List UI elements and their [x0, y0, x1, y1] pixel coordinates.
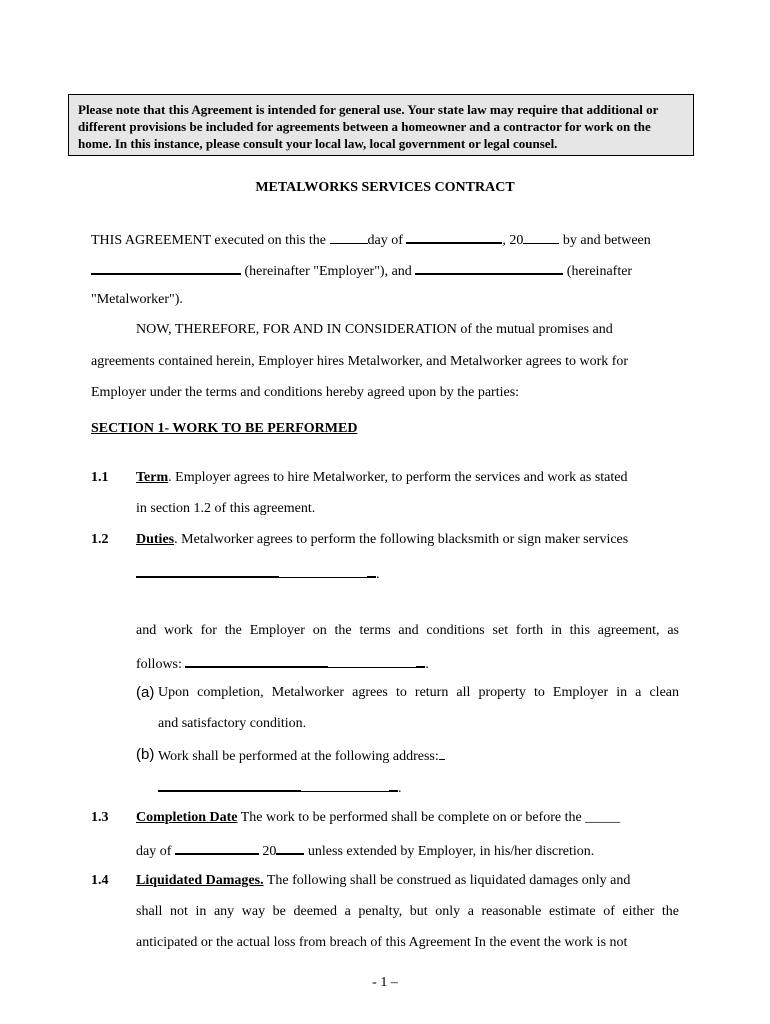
clause-number: 1.4	[91, 873, 109, 888]
clause-1-2-follows: follows: .	[136, 653, 429, 674]
follows-blank-end[interactable]	[416, 653, 425, 668]
address-blank-start[interactable]	[439, 746, 445, 760]
clause-1-2-line-1	[136, 531, 628, 549]
item-b-line-1	[158, 746, 445, 766]
clause-1-3-line-2	[136, 840, 594, 861]
intro-text: day of	[367, 233, 407, 248]
item-a-line-1: Upon completion, Metalworker agrees to return all property to Employer in a clean	[158, 685, 679, 700]
completion-year-blank[interactable]	[276, 840, 304, 855]
clause-1-4-line-3: anticipated or the actual loss from breach of this Agreement In the event the work is not	[136, 935, 628, 950]
intro-line-5: agreements contained herein, Employer hires Metalworker, and Metalworker agrees to work for	[91, 354, 629, 369]
clause-text: follows:	[136, 657, 186, 672]
clause-number: 1.3	[91, 810, 109, 825]
intro-line-2	[91, 260, 632, 281]
clause-text: unless extended by Employer, in his/her discretion.	[304, 844, 595, 859]
employer-name-blank[interactable]	[91, 260, 241, 275]
services-blank-end[interactable]	[367, 563, 376, 578]
intro-text: (hereinafter	[563, 264, 633, 279]
intro-line-3: "Metalworker").	[91, 292, 183, 307]
clause-1-4-line-2: shall not in any way be deemed a penalty, but only a reasonable estimate of either the	[136, 904, 679, 919]
document-title: METALWORKS SERVICES CONTRACT	[255, 180, 515, 195]
clause-number: 1.1	[91, 470, 109, 485]
month-blank[interactable]	[406, 229, 502, 244]
intro-line-6: Employer under the terms and conditions hereby agreed upon by the parties:	[91, 385, 520, 400]
intro-text: (hereinafter "Employer"), and	[241, 264, 416, 279]
notice-text: Please note that this Agreement is intended for general use. Your state law may require that additional or different provisions be included for agreements between a homeowner and a contractor for work on the home. In this instance, please consult your local law, local government or legal counsel.	[78, 102, 659, 151]
services-blank-line: .	[136, 563, 380, 584]
clause-text: The work to be performed shall be complete on or before the _____	[237, 810, 621, 825]
clause-1-4-line-1	[136, 872, 630, 890]
page-number: - 1 –	[372, 975, 398, 990]
clause-1-1-line-1	[136, 469, 628, 487]
year-blank[interactable]	[523, 230, 559, 244]
item-a-line-2: and satisfactory condition.	[158, 716, 307, 731]
intro-text: THIS AGREEMENT executed on this the	[91, 233, 330, 248]
clause-text: day of	[136, 844, 175, 859]
clause-1-3-line-1	[136, 809, 620, 827]
section-1-heading: SECTION 1- WORK TO BE PERFORMED	[91, 421, 358, 436]
follows-blank[interactable]	[185, 653, 328, 668]
day-blank[interactable]	[330, 230, 368, 244]
clause-text: . Employer agrees to hire Metalworker, to perform the services and work as stated	[168, 470, 628, 485]
address-blank-end[interactable]	[389, 777, 398, 792]
intro-text: , 20	[502, 233, 524, 248]
follows-blank-extension[interactable]	[328, 654, 416, 668]
completion-month-blank[interactable]	[175, 840, 259, 855]
item-b-label: (b)	[136, 746, 155, 763]
clause-text: 20	[258, 844, 277, 859]
clause-title: Duties	[136, 532, 175, 547]
clause-1-2-line-2: and work for the Employer on the terms and conditions set forth in this agreement, as	[136, 623, 679, 638]
clause-title: Completion Date	[136, 810, 238, 825]
intro-text: by and between	[559, 233, 651, 248]
general-use-notice	[68, 94, 694, 156]
clause-1-1-line-2: in section 1.2 of this agreement.	[136, 501, 316, 516]
address-blank-extension[interactable]	[301, 778, 389, 792]
address-blank-line: .	[158, 777, 402, 798]
services-blank-extension[interactable]	[279, 564, 367, 578]
intro-line-4: NOW, THEREFORE, FOR AND IN CONSIDERATION of the mutual promises and	[136, 322, 613, 337]
address-blank[interactable]	[158, 777, 301, 792]
clause-text: Work shall be performed at the following address:	[158, 749, 439, 764]
metalworker-name-blank[interactable]	[415, 260, 563, 275]
services-blank[interactable]	[136, 563, 279, 578]
intro-line-1	[91, 229, 651, 250]
clause-title: Term	[136, 470, 169, 485]
item-a-label: (a)	[136, 684, 155, 701]
clause-number: 1.2	[91, 532, 109, 547]
clause-text: . Metalworker agrees to perform the following blacksmith or sign maker services	[174, 532, 629, 547]
clause-text: The following shall be construed as liquidated damages only and	[263, 873, 631, 888]
clause-title: Liquidated Damages.	[136, 873, 264, 888]
